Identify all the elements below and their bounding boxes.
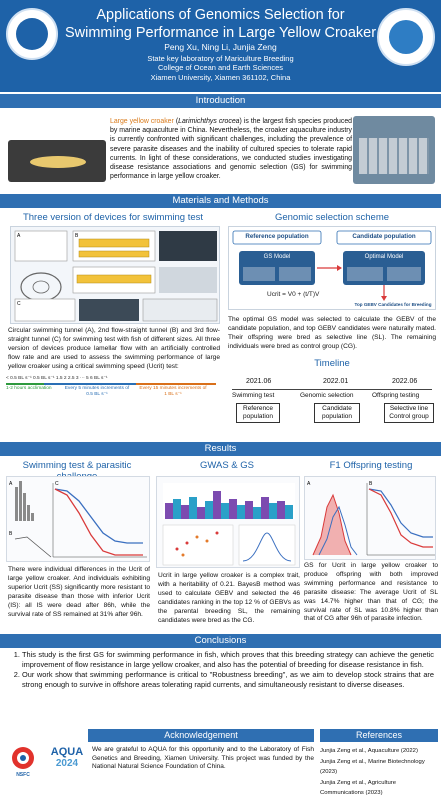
timeline-step-3: Offspring testing: [372, 392, 420, 399]
farm-photo: [353, 116, 435, 184]
svg-text:B: B: [75, 233, 79, 239]
timeline-box-2: Candidate population: [314, 403, 360, 423]
gs-top-label: Top GEBV Candidates for Breeding: [354, 302, 432, 307]
svg-text:A: A: [17, 233, 21, 239]
gs-optimal-label: Optimal Model: [364, 254, 404, 260]
intro-lead: Large yellow croaker: [110, 118, 174, 125]
devices-text: Circular swimming tunnel (A), 2nd flow-straight tunnel (B) and 3rd flow-straight tunnel (C) for swimming test with fish of different sizes. All three version of devices produce lamellar flow with an artificially controlled flow rate and are used to assess the swimming performance of large yellow croaker using a critical swimming speed (Ucrit) test:: [8, 327, 220, 370]
r3-title: F1 Offspring testing: [329, 460, 413, 471]
poster-header: [0, 0, 441, 92]
affiliation-3: Xiamen University, Xiamen 361102, China: [150, 72, 291, 82]
reference-item: Junjia Zeng et al., Marine Biotechnology (2023): [320, 758, 425, 775]
r1-plots: [7, 477, 151, 563]
conclusions-list: [10, 650, 434, 690]
gs-text: The optimal GS model was selected to calculate the GEBV of the candidate population, and top GEBV candidates were naturally mated. Their offspring were bred as selective line (SL). The remaining individuals were bred as control group (CG).: [228, 316, 436, 350]
authors: Peng Xu, Ning Li, Junjia Zeng: [164, 42, 277, 52]
intro-text: Large yellow croaker (Larimichthys crocea) is the largest fish species produced by marine aquaculture in China. Nevertheless, the croaker aquaculture industry is currently confronted with significant challenges, including the prevalence of severe parasite diseases and the inability of cultured species to tolerate rapid currents. In light of these considerations, we conducted studies investigating disease resistance associations and genomic selection (GS) for swimming performance in large yellow croaker.: [110, 118, 353, 181]
r2-figure: [156, 476, 300, 568]
r1-title: Swimming test & parasitic: [22, 460, 132, 471]
refs-bar: References: [320, 729, 438, 742]
aqua-text: AQUA: [50, 746, 84, 758]
conclusion-item: 2. Our work show that swimming performance is critical to "Robustness breeding", as we aim to develop stock strains that are strong enough to survive in offshore areas tolerating rapid currents, and simultaneously resistant to diverse diseases.: [22, 670, 434, 689]
r3-text: GS for Ucrit in large yellow croaker to produce offspring with both improved swimming performance and resistance to parasite disease: The average Ucrit of SL was 14.7% higher than that of CG; the survival rate of SL was 10.8% higher than that of CG after 96h of parasite infection.: [304, 562, 438, 623]
r3-plots: [305, 477, 437, 561]
r2-title: GWAS & GS: [199, 460, 255, 471]
ack-text: We are grateful to AQUA for this opportunity and to the Laboratory of Fish Genetics and Breeding, Xiamen University. This project was funded by the National Natural Science Foundation of China.: [92, 746, 314, 771]
poster-title: Applications of Genomics Selection for Swimming Performance in Large Yellow Croaker: [64, 7, 377, 41]
svg-text:A: A: [9, 481, 13, 487]
results-bar: Results: [0, 442, 441, 456]
devices-diagram: [11, 227, 221, 325]
affiliation-1: State key laboratory of Mariculture Breeding: [147, 53, 294, 63]
r2-plots: [157, 477, 301, 569]
svg-text:C: C: [55, 481, 59, 487]
timeline-year-3: 2022.06: [392, 378, 418, 385]
r1-figure: [6, 476, 150, 562]
svg-text:B: B: [9, 531, 13, 537]
devices-title: Three version of devices for swimming test: [22, 212, 204, 223]
timeline-line: [232, 389, 432, 390]
r1-text: There were individual differences in the Ucrit of large yellow croaker. And individuals exhibiting superior Ucrit (SS) significantly more resistant to parasite disease than those with inferior Ucrit (IS): all IS were dead after 86h, while the survival rate of SS remained at 31% after 96h.: [8, 566, 150, 618]
scale-blue: Every 5 minutes increments of 0.5 BL s⁻¹: [64, 386, 130, 397]
speed-scale: [6, 376, 216, 398]
timeline-step-2: Genomic selection: [300, 392, 354, 399]
speed-axis: [6, 383, 216, 385]
gs-title: Genomic selection scheme: [274, 212, 390, 223]
croaker-photo: [8, 140, 106, 182]
nsfc-text: NSFC: [16, 772, 30, 778]
conclusions-bar: Conclusions: [0, 634, 441, 648]
affiliation-2: College of Ocean and Earth Sciences: [157, 63, 284, 72]
aqua-year: 2024: [55, 758, 79, 769]
devices-figure: [10, 226, 220, 324]
r2-text: Ucrit in large yellow croaker is a complex trait, with a heritability of 0.21. BayesB method was used to calculate GEBV and selected the 46 candidates ranking in the top 12 % of GEBVs as the parental breeding SL, the remaining candidates were bred as the CG.: [158, 572, 300, 624]
ucrit-formula: Ucrit = V0 + (t/T)V: [267, 291, 320, 298]
gs-model-label: GS Model: [263, 254, 291, 260]
ack-bar: Acknowledgement: [88, 729, 314, 742]
scale-orange: Every 15 minutes increments of 1 BL s⁻¹: [139, 386, 207, 397]
reference-item: Junjia Zeng et al., Agriculture Communications (2023): [320, 779, 396, 796]
r3-figure: [304, 476, 436, 560]
gs-ref-label: Reference population: [245, 233, 309, 240]
svg-text:C: C: [17, 301, 21, 307]
timeline-title: Timeline: [314, 358, 350, 369]
aqua-logo: [44, 746, 90, 776]
timeline-step-1: Swimming test: [232, 392, 275, 399]
timeline-box-1: Reference population: [236, 403, 280, 423]
gs-scheme-figure: [228, 226, 436, 310]
scale-acclimation: 1-2 hours acclimation: [6, 386, 52, 391]
svg-text:B: B: [369, 481, 373, 487]
timeline-box-3: Selective line Control group: [384, 403, 434, 423]
reference-item: Junjia Zeng et al., Aquaculture (2022): [320, 748, 418, 754]
svg-text:A: A: [307, 481, 311, 487]
intro-latin: Larimichthys crocea: [178, 118, 240, 125]
author-info: [62, 43, 379, 82]
materials-bar: Materials and Methods: [0, 194, 441, 208]
conclusion-item: 1. This study is the first GS for swimming performance in fish, which proves that this breeding strategy can achieve the genetic improvement of flow resistance in large yellow croaker, and also has the potential of breeding for disease resistance in fish.: [22, 650, 434, 669]
timeline-year-2: 2022.01: [323, 378, 349, 385]
intro-body: is the largest fish species produced by marine aquaculture in China. Nevertheless, the croaker aquaculture industry is currently confronted with significant challenges, including the prevalence of severe parasite diseases and the inability of cultured species to tolerate rapid currents. In light of these considerations, we conducted studies investigating disease resistance associations and genomic selection (GS) for swimming performance in large yellow croaker.: [110, 118, 353, 181]
gs-cand-label: Candidate population: [352, 233, 416, 240]
speed-labels: < 0.5 BL s⁻¹ 0.5 BL s⁻¹ 1.5 2 2.5 3 ··· 5 6 BL s⁻¹: [6, 376, 108, 381]
xiamen-university-logo: [6, 8, 58, 60]
references-list: [320, 746, 438, 799]
timeline-year-1: 2021.06: [246, 378, 272, 385]
introduction-bar: Introduction: [0, 94, 441, 108]
nsfc-logo: [4, 744, 42, 782]
lab-logo: [377, 8, 435, 66]
